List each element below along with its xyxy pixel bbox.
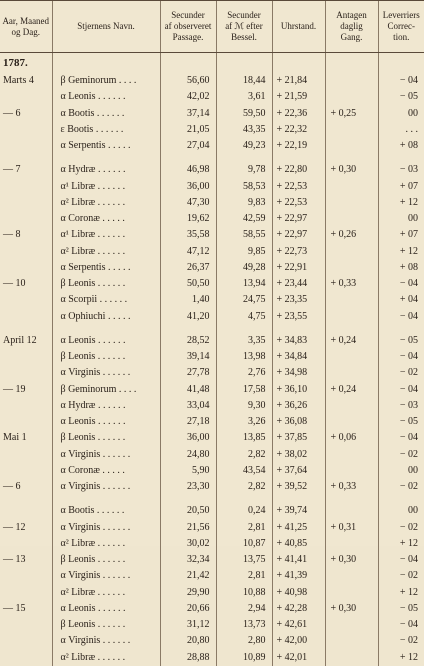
row-date: — 15 [3,602,26,614]
row-date [0,89,52,105]
row-observed-seconds: 26,37 [160,260,216,276]
row-observed-seconds: 42,02 [160,89,216,105]
row-observed-seconds: 41,48 [160,382,216,398]
table-row [0,447,424,463]
row-clock-correction: + 21,59 [272,89,325,105]
row-star-name: α Virginis . . . . . . [52,568,160,584]
row-observed-seconds: 1,40 [160,292,216,308]
row-leverrier-correction: − 04 [378,73,424,89]
row-clock-correction: + 22,53 [272,179,325,195]
row-leverrier-correction: − 02 [378,520,424,536]
row-date [0,463,52,479]
row-daily-rate [325,617,378,633]
row-date [0,211,52,227]
row-date [0,179,52,195]
row-bessel-seconds: 10,87 [216,536,272,552]
table-row [0,333,424,349]
table-body [0,53,424,666]
table-row [0,414,424,430]
row-leverrier-correction: − 03 [378,398,424,414]
row-leverrier-correction: 00 [378,106,424,122]
row-date: Mai 1 [3,432,27,444]
row-leverrier-correction: − 05 [378,414,424,430]
row-clock-correction: + 22,53 [272,195,325,211]
row-observed-seconds: 28,88 [160,650,216,666]
year-label: 1787. [3,57,28,69]
row-daily-rate [325,447,378,463]
row-bessel-seconds: 2,94 [216,601,272,617]
row-bessel-seconds: 3,61 [216,89,272,105]
row-daily-rate [325,633,378,649]
row-star-name: α Virginis . . . . . . [52,479,160,495]
row-date: Marts 4 [3,75,34,87]
row-bessel-seconds: 59,50 [216,106,272,122]
row-star-name: α¹ Libræ . . . . . . [52,227,160,243]
table-row [0,276,424,292]
row-star-name: α² Libræ . . . . . . [52,585,160,601]
row-daily-rate [325,211,378,227]
row-star-name: α Serpentis . . . . . [52,138,160,154]
row-clock-correction: + 40,98 [272,585,325,601]
row-bessel-seconds: 10,88 [216,585,272,601]
row-date [0,195,52,211]
table-row [0,382,424,398]
row-daily-rate [325,244,378,260]
row-observed-seconds: 41,20 [160,309,216,325]
row-bessel-seconds: 3,35 [216,333,272,349]
header-bessel-seconds: Secunder af ℳ efter Bessel. [216,1,272,53]
row-daily-rate: + 0,24 [325,382,378,398]
row-bessel-seconds: 13,75 [216,552,272,568]
row-star-name: α Bootis . . . . . . [52,503,160,519]
row-leverrier-correction: + 12 [378,195,424,211]
row-date: — 12 [3,521,26,533]
row-daily-rate [325,89,378,105]
row-star-name: α² Libræ . . . . . . [52,650,160,666]
row-daily-rate [325,309,378,325]
row-bessel-seconds: 9,85 [216,244,272,260]
row-star-name: β Leonis . . . . . . [52,430,160,446]
row-leverrier-correction: 00 [378,463,424,479]
row-star-name: α Hydræ . . . . . . [52,162,160,178]
year-row [0,53,424,74]
row-observed-seconds: 56,60 [160,73,216,89]
row-daily-rate: + 0,26 [325,227,378,243]
row-clock-correction: + 23,35 [272,292,325,308]
row-clock-correction: + 42,61 [272,617,325,633]
table-row [0,430,424,446]
row-date: — 6 [3,481,21,493]
row-observed-seconds: 5,90 [160,463,216,479]
table-row [0,138,424,154]
row-observed-seconds: 36,00 [160,430,216,446]
row-bessel-seconds: 10,89 [216,650,272,666]
row-leverrier-correction: − 04 [378,309,424,325]
row-observed-seconds: 35,58 [160,227,216,243]
row-daily-rate [325,585,378,601]
row-observed-seconds: 29,90 [160,585,216,601]
row-star-name: α¹ Libræ . . . . . . [52,179,160,195]
table-row [0,162,424,178]
row-leverrier-correction: − 02 [378,447,424,463]
row-daily-rate [325,138,378,154]
table-row [0,585,424,601]
row-daily-rate [325,179,378,195]
row-star-name: α Leonis . . . . . . [52,414,160,430]
row-observed-seconds: 20,80 [160,633,216,649]
row-date [0,568,52,584]
row-star-name: α² Libræ . . . . . . [52,536,160,552]
row-bessel-seconds: 2,82 [216,479,272,495]
table-row [0,536,424,552]
row-date [0,536,52,552]
row-daily-rate: + 0,25 [325,106,378,122]
header-star-name: Stjernens Navn. [52,1,160,53]
row-clock-correction: + 22,80 [272,162,325,178]
row-bessel-seconds: 9,30 [216,398,272,414]
row-star-name: α Hydræ . . . . . . [52,398,160,414]
row-clock-correction: + 36,10 [272,382,325,398]
row-leverrier-correction: − 05 [378,333,424,349]
header-leverrier-correction: Leverriers Correc- tion. [378,1,424,53]
row-observed-seconds: 30,02 [160,536,216,552]
row-bessel-seconds: 9,83 [216,195,272,211]
row-daily-rate [325,122,378,138]
row-star-name: β Geminorum . . . . [52,382,160,398]
row-bessel-seconds: 49,28 [216,260,272,276]
row-leverrier-correction: − 04 [378,552,424,568]
row-date: — 8 [3,229,21,241]
row-observed-seconds: 27,04 [160,138,216,154]
table-row [0,365,424,381]
row-date [0,365,52,381]
row-bessel-seconds: 2,76 [216,365,272,381]
row-clock-correction: + 42,01 [272,650,325,666]
row-bessel-seconds: 42,59 [216,211,272,227]
row-clock-correction: + 37,85 [272,430,325,446]
row-date: — 10 [3,278,26,290]
table-row [0,244,424,260]
row-leverrier-correction: + 04 [378,292,424,308]
row-leverrier-correction: + 07 [378,179,424,195]
row-clock-correction: + 22,32 [272,122,325,138]
row-date [0,447,52,463]
row-leverrier-correction: − 04 [378,276,424,292]
table-row [0,73,424,89]
table-row [0,260,424,276]
row-clock-correction: + 22,97 [272,227,325,243]
table-row [0,195,424,211]
table-row [0,552,424,568]
row-daily-rate [325,414,378,430]
row-daily-rate [325,260,378,276]
row-date: — 13 [3,554,26,566]
row-clock-correction: + 42,00 [272,633,325,649]
row-daily-rate: + 0,30 [325,601,378,617]
row-star-name: α Coronæ . . . . . [52,463,160,479]
row-date [0,617,52,633]
row-star-name: β Leonis . . . . . . [52,617,160,633]
row-bessel-seconds: 24,75 [216,292,272,308]
table-row [0,479,424,495]
row-clock-correction: + 34,83 [272,333,325,349]
row-clock-correction: + 41,41 [272,552,325,568]
row-observed-seconds: 33,04 [160,398,216,414]
row-daily-rate [325,292,378,308]
row-date [0,398,52,414]
row-star-name: α Ophiuchi . . . . . [52,309,160,325]
row-bessel-seconds: 58,55 [216,227,272,243]
row-bessel-seconds: 58,53 [216,179,272,195]
row-leverrier-correction: − 05 [378,89,424,105]
row-bessel-seconds: 2,81 [216,568,272,584]
row-leverrier-correction: + 12 [378,244,424,260]
row-bessel-seconds: 9,78 [216,162,272,178]
row-bessel-seconds: 2,81 [216,520,272,536]
row-clock-correction: + 42,28 [272,601,325,617]
row-date [0,414,52,430]
table-row [0,179,424,195]
row-bessel-seconds: 0,24 [216,503,272,519]
row-leverrier-correction: − 04 [378,430,424,446]
row-clock-correction: + 36,08 [272,414,325,430]
row-leverrier-correction: 00 [378,503,424,519]
row-observed-seconds: 47,30 [160,195,216,211]
table-row [0,617,424,633]
row-clock-correction: + 23,44 [272,276,325,292]
table-row [0,463,424,479]
spacer-row [0,495,424,503]
row-star-name: α Virginis . . . . . . [52,365,160,381]
row-observed-seconds: 31,12 [160,617,216,633]
row-bessel-seconds: 13,73 [216,617,272,633]
row-clock-correction: + 39,74 [272,503,325,519]
row-observed-seconds: 23,30 [160,479,216,495]
table-row [0,227,424,243]
row-bessel-seconds: 18,44 [216,73,272,89]
row-date [0,244,52,260]
table-row [0,568,424,584]
row-leverrier-correction: + 12 [378,585,424,601]
row-star-name: α Coronæ . . . . . [52,211,160,227]
row-clock-correction: + 39,52 [272,479,325,495]
row-star-name: α² Libræ . . . . . . [52,244,160,260]
row-observed-seconds: 19,62 [160,211,216,227]
row-observed-seconds: 47,12 [160,244,216,260]
row-star-name: α Leonis . . . . . . [52,89,160,105]
row-observed-seconds: 46,98 [160,162,216,178]
row-leverrier-correction: + 08 [378,138,424,154]
table-row [0,309,424,325]
row-observed-seconds: 21,42 [160,568,216,584]
row-observed-seconds: 37,14 [160,106,216,122]
row-leverrier-correction: − 02 [378,568,424,584]
row-star-name: α Virginis . . . . . . [52,520,160,536]
row-bessel-seconds: 43,54 [216,463,272,479]
row-star-name: β Leonis . . . . . . [52,552,160,568]
row-star-name: α Leonis . . . . . . [52,601,160,617]
spacer-row [0,154,424,162]
row-daily-rate: + 0,24 [325,333,378,349]
row-bessel-seconds: 17,58 [216,382,272,398]
row-clock-correction: + 34,98 [272,365,325,381]
row-leverrier-correction: 00 [378,211,424,227]
row-leverrier-correction: . . . [378,122,424,138]
row-daily-rate: + 0,30 [325,162,378,178]
row-observed-seconds: 20,50 [160,503,216,519]
row-star-name: α Virginis . . . . . . [52,447,160,463]
row-date [0,122,52,138]
table-row [0,520,424,536]
header-daily-rate: Antagen daglig Gang. [325,1,378,53]
row-bessel-seconds: 49,23 [216,138,272,154]
table-row [0,211,424,227]
header-observed-seconds: Secunder af observeret Passage. [160,1,216,53]
table-row [0,106,424,122]
row-leverrier-correction: − 02 [378,365,424,381]
row-clock-correction: + 41,39 [272,568,325,584]
row-daily-rate: + 0,33 [325,479,378,495]
row-date [0,309,52,325]
row-daily-rate [325,503,378,519]
table-row [0,633,424,649]
row-bessel-seconds: 2,82 [216,447,272,463]
row-daily-rate [325,349,378,365]
header-clock-correction: Uhrstand. [272,1,325,53]
row-daily-rate [325,73,378,89]
row-clock-correction: + 36,26 [272,398,325,414]
row-bessel-seconds: 2,80 [216,633,272,649]
row-daily-rate [325,398,378,414]
row-bessel-seconds: 3,26 [216,414,272,430]
row-observed-seconds: 28,52 [160,333,216,349]
row-clock-correction: + 38,02 [272,447,325,463]
row-leverrier-correction: + 08 [378,260,424,276]
row-bessel-seconds: 13,85 [216,430,272,446]
table-row [0,122,424,138]
row-observed-seconds: 20,66 [160,601,216,617]
table-row [0,349,424,365]
row-daily-rate [325,536,378,552]
row-clock-correction: + 21,84 [272,73,325,89]
header-date: Aar, Maaned og Dag. [0,1,52,53]
row-observed-seconds: 27,18 [160,414,216,430]
row-date [0,349,52,365]
row-clock-correction: + 22,19 [272,138,325,154]
row-leverrier-correction: − 02 [378,633,424,649]
row-bessel-seconds: 43,35 [216,122,272,138]
row-clock-correction: + 22,73 [272,244,325,260]
row-daily-rate: + 0,31 [325,520,378,536]
row-observed-seconds: 21,56 [160,520,216,536]
row-leverrier-correction: − 04 [378,382,424,398]
row-leverrier-correction: + 07 [378,227,424,243]
table-row [0,398,424,414]
table-row [0,601,424,617]
row-clock-correction: + 40,85 [272,536,325,552]
row-clock-correction: + 22,91 [272,260,325,276]
row-star-name: β Geminorum . . . . [52,73,160,89]
row-clock-correction: + 41,25 [272,520,325,536]
row-clock-correction: + 22,97 [272,211,325,227]
row-star-name: α Bootis . . . . . . [52,106,160,122]
row-date: April 12 [3,334,37,346]
row-daily-rate [325,650,378,666]
row-daily-rate: + 0,06 [325,430,378,446]
header-row [0,1,424,53]
row-star-name: α Leonis . . . . . . [52,333,160,349]
row-observed-seconds: 50,50 [160,276,216,292]
row-date [0,260,52,276]
row-observed-seconds: 36,00 [160,179,216,195]
row-star-name: α Virginis . . . . . . [52,633,160,649]
row-bessel-seconds: 4,75 [216,309,272,325]
row-clock-correction: + 34,84 [272,349,325,365]
row-clock-correction: + 23,55 [272,309,325,325]
row-observed-seconds: 21,05 [160,122,216,138]
row-date [0,503,52,519]
table-row [0,89,424,105]
row-date [0,585,52,601]
row-leverrier-correction: − 03 [378,162,424,178]
row-leverrier-correction: + 12 [378,650,424,666]
row-daily-rate [325,463,378,479]
row-star-name: α Serpentis . . . . . [52,260,160,276]
row-bessel-seconds: 13,94 [216,276,272,292]
row-daily-rate: + 0,33 [325,276,378,292]
row-star-name: α² Libræ . . . . . . [52,195,160,211]
row-observed-seconds: 39,14 [160,349,216,365]
row-leverrier-correction: − 04 [378,349,424,365]
table-row [0,503,424,519]
row-date: — 6 [3,107,21,119]
row-date [0,633,52,649]
row-star-name: β Leonis . . . . . . [52,276,160,292]
row-leverrier-correction: + 12 [378,536,424,552]
row-leverrier-correction: − 04 [378,617,424,633]
row-clock-correction: + 22,36 [272,106,325,122]
row-daily-rate [325,568,378,584]
row-star-name: ε Bootis . . . . . . [52,122,160,138]
row-daily-rate [325,365,378,381]
row-date: — 7 [3,164,21,176]
row-observed-seconds: 27,78 [160,365,216,381]
spacer-row [0,325,424,333]
row-star-name: β Leonis . . . . . . [52,349,160,365]
table-row [0,292,424,308]
row-observed-seconds: 32,34 [160,552,216,568]
row-bessel-seconds: 13,98 [216,349,272,365]
row-daily-rate: + 0,30 [325,552,378,568]
row-date [0,292,52,308]
row-leverrier-correction: − 05 [378,601,424,617]
row-observed-seconds: 24,80 [160,447,216,463]
row-date: — 19 [3,383,26,395]
row-clock-correction: + 37,64 [272,463,325,479]
row-date [0,650,52,666]
row-daily-rate [325,195,378,211]
row-leverrier-correction: − 02 [378,479,424,495]
row-date [0,138,52,154]
table-row [0,650,424,666]
row-star-name: α Scorpii . . . . . . [52,292,160,308]
